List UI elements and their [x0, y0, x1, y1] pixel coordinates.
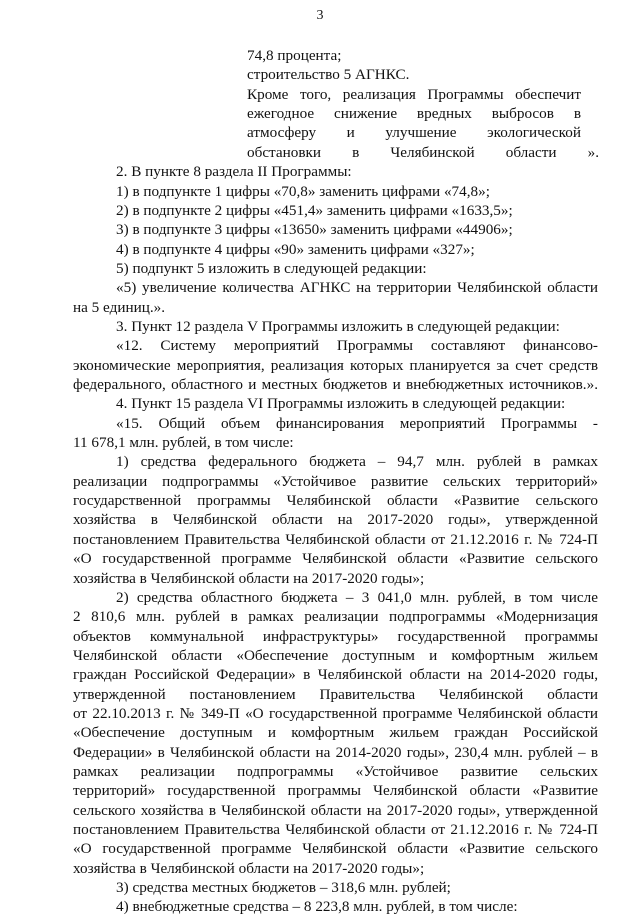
text-line: Федерации» в Челябинской области на 2014-2020 годы», 230,4 млн. рублей – в — [73, 743, 598, 761]
text-line: 5) подпункт 5 изложить в следующей редакции: — [116, 259, 427, 277]
text-line: объектов коммунальной инфраструктуры» государственной программы — [73, 627, 598, 645]
text-line: рамках реализации подпрограммы «Устойчивое развитие сельских — [73, 763, 598, 780]
text-line: хозяйства в Челябинской области на 2017-2020 годы», утвержденной — [73, 511, 598, 529]
text-line: утвержденной постановлением Правительства Челябинской области — [73, 685, 598, 703]
text-line: «О государственной программе Челябинской области «Развитие сельского — [73, 840, 598, 858]
text-line: граждан Российской Федерации» в Челябинской области на 2014-2020 годы, — [73, 666, 598, 684]
text-line: 2) в подпункте 2 цифры «451,4» заменить цифрами «1633,5»; — [116, 201, 513, 219]
text-line: 4) в подпункте 4 цифры «90» заменить цифрами «327»; — [116, 240, 475, 258]
text-line: 1) средства федерального бюджета – 94,7 млн. рублей в рамках — [116, 453, 598, 471]
text-line: от 22.10.2013 г. № 349-П «О государственной программе Челябинской области — [73, 704, 598, 722]
text-line: постановлением Правительства Челябинской области от 21.12.2016 г. № 724-П — [73, 821, 598, 838]
text-line: «5) увеличение количества АГНКС на территории Челябинской области — [116, 279, 598, 297]
text-line: 11 678,1 млн. рублей, в том числе: — [73, 434, 294, 451]
text-line: строительство 5 АГНКС. — [247, 66, 410, 84]
text-line: 2) средства областного бюджета – 3 041,0 млн. рублей, в том числе — [116, 588, 598, 606]
text-line: 2. В пункте 8 раздела II Программы: — [116, 163, 352, 181]
text-line: 3) средства местных бюджетов – 318,6 млн. рублей; — [116, 879, 451, 897]
text-line: 3) в подпункте 3 цифры «13650» заменить цифрами «44906»; — [116, 221, 513, 239]
text-line: «15. Общий объем финансирования мероприятий Программы - — [116, 414, 598, 432]
text-line: хозяйства в Челябинской области на 2017-2020 годы»; — [73, 859, 425, 877]
text-line: 4. Пункт 15 раздела VI Программы изложить в следующей редакции: — [116, 395, 566, 413]
text-line: атмосферу и улучшение экологической — [247, 124, 581, 142]
text-line: ежегодное снижение вредных выбросов в — [247, 105, 581, 123]
text-line: постановлением Правительства Челябинской области от 21.12.2016 г. № 724-П — [73, 530, 598, 548]
text-line: 1) в подпункте 1 цифры «70,8» заменить цифрами «74,8»; — [116, 182, 490, 200]
text-line: экономические мероприятия, реализация которых планируется за счет средств — [73, 356, 598, 374]
text-line: федерального, областного и местных бюджетов и внебюджетных источников.». — [73, 376, 598, 393]
text-line: на 5 единиц.». — [73, 298, 166, 316]
text-line: Кроме того, реализация Программы обеспечит — [247, 85, 581, 103]
text-line: государственной программы Челябинской области «Развитие сельского — [73, 492, 598, 510]
text-line: реализации подпрограммы «Устойчивое развитие сельских территорий» — [73, 472, 598, 490]
text-line: территорий» государственной программы Челябинской области «Развитие — [73, 782, 598, 800]
text-line: «О государственной программе Челябинской области «Развитие сельского — [73, 550, 598, 568]
text-line: 2 810,6 млн. рублей в рамках реализации подпрограммы «Модернизация — [73, 608, 598, 626]
text-line: сельского хозяйства в Челябинской области на 2017-2020 годы», утвержденной — [73, 801, 598, 819]
page-number: 3 — [316, 8, 324, 23]
text-line: «Обеспечение доступным и комфортным жильем граждан Российской — [73, 724, 598, 742]
text-line: обстановки в Челябинской области ». — [247, 143, 599, 161]
text-line: Челябинской области «Обеспечение доступным и комфортным жильем — [73, 646, 598, 664]
text-line: хозяйства в Челябинской области на 2017-2020 годы»; — [73, 569, 425, 587]
text-line: 3. Пункт 12 раздела V Программы изложить в следующей редакции: — [116, 317, 560, 335]
text-line: «12. Систему мероприятий Программы составляют финансово- — [116, 337, 598, 355]
text-line: 4) внебюджетные средства – 8 223,8 млн. рублей, в том числе: — [116, 898, 518, 916]
text-line: 74,8 процента; — [247, 47, 342, 64]
